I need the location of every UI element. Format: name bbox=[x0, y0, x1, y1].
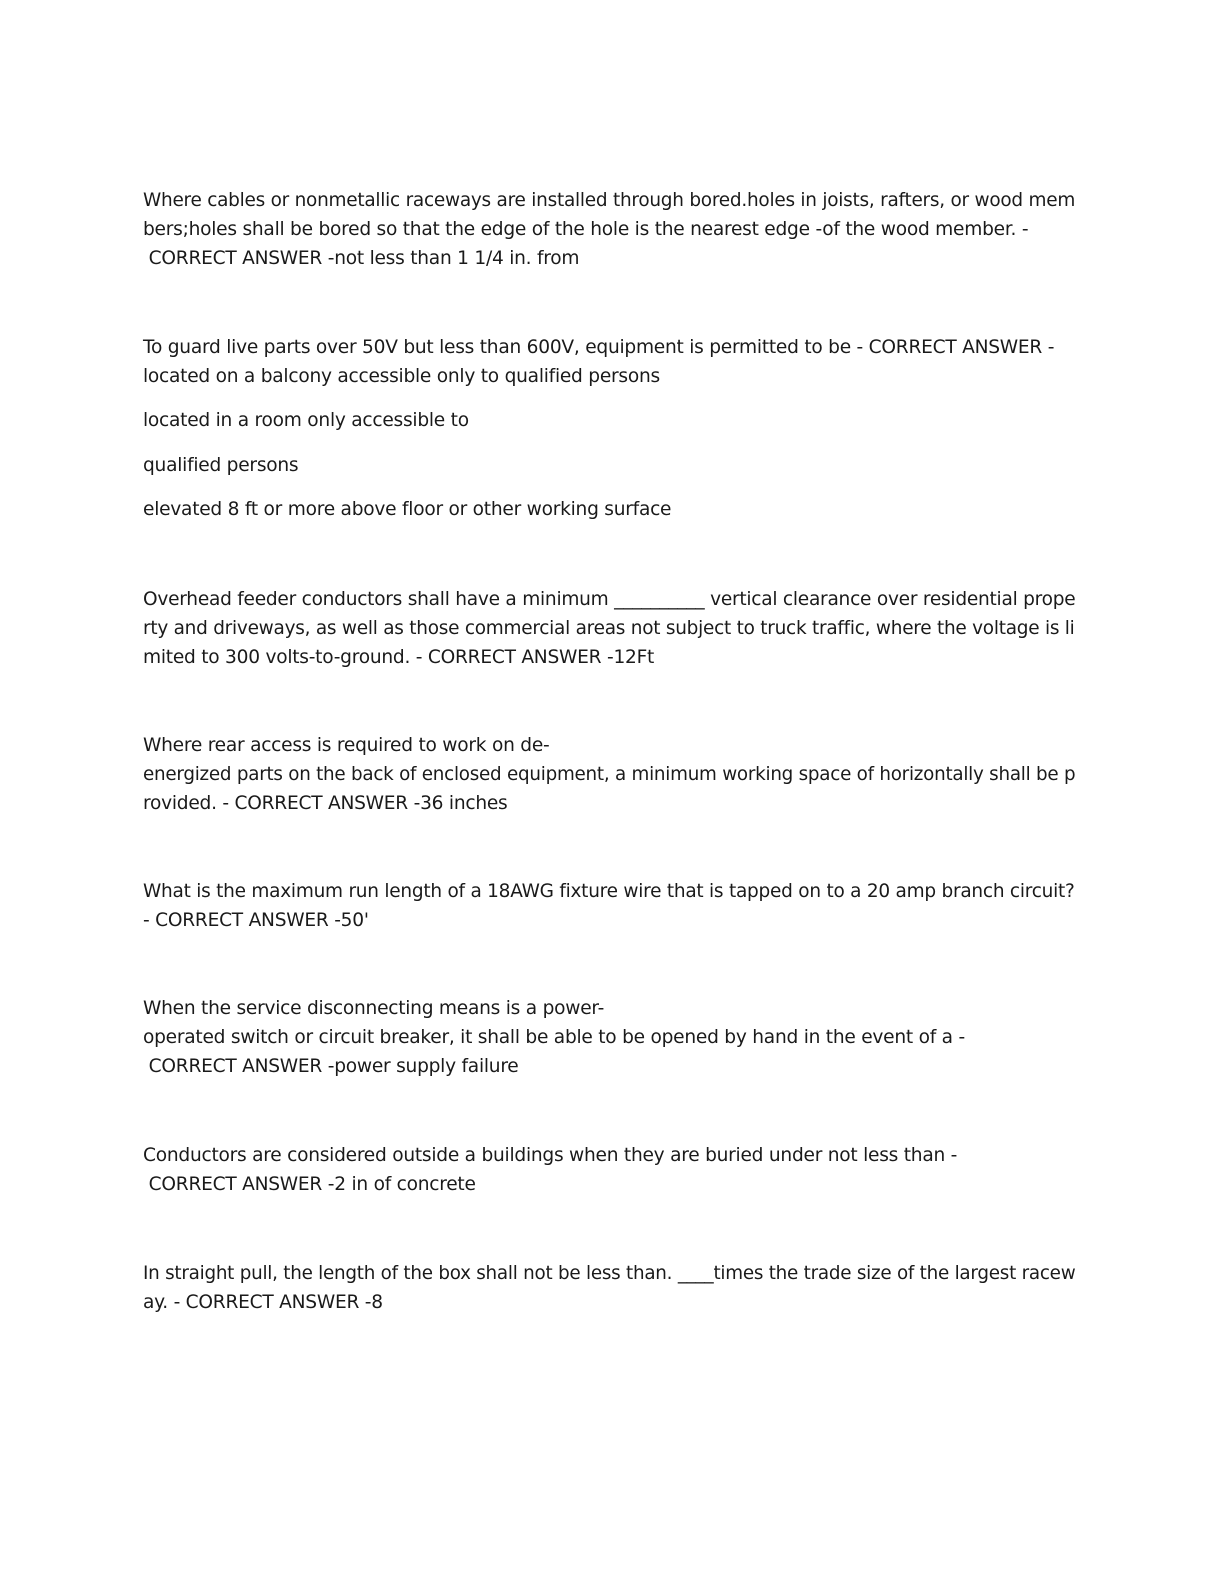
text-line: Conductors are considered outside a buildings when they are buried under not less than - bbox=[143, 1145, 958, 1166]
text-line: What is the maximum run length of a 18AWG fixture wire that is tapped on to a 20 amp branch circuit? bbox=[143, 881, 1075, 902]
text-line: CORRECT ANSWER -power supply failure bbox=[143, 1056, 519, 1077]
text-line: CORRECT ANSWER -2 in of concrete bbox=[143, 1174, 476, 1195]
text-line: Overhead feeder conductors shall have a minimum __________ vertical clearance over residential prope bbox=[143, 589, 1076, 610]
text-line: rovided. - CORRECT ANSWER -36 inches bbox=[143, 793, 508, 814]
text-line: located in a room only accessible to bbox=[143, 410, 469, 431]
text-line: operated switch or circuit breaker, it shall be able to be opened by hand in the event of a - bbox=[143, 1027, 965, 1048]
text-line: bers;holes shall be bored so that the edge of the hole is the nearest edge -of the wood member. - bbox=[143, 219, 1029, 240]
text-line: rty and driveways, as well as those commercial areas not subject to truck traffic, where the voltage is li bbox=[143, 618, 1075, 639]
text-line: mited to 300 volts-to-ground. - CORRECT ANSWER -12Ft bbox=[143, 647, 655, 668]
text-line: elevated 8 ft or more above floor or other working surface bbox=[143, 499, 672, 520]
text-line: energized parts on the back of enclosed equipment, a minimum working space of horizontally shall be p bbox=[143, 764, 1076, 785]
text-line: Where cables or nonmetallic raceways are installed through bored.holes in joists, rafters, or wood mem bbox=[143, 190, 1076, 211]
text-line: Where rear access is required to work on de- bbox=[143, 735, 550, 756]
text-line: - CORRECT ANSWER -50' bbox=[143, 910, 369, 931]
text-line: In straight pull, the length of the box shall not be less than. ____times the trade size of the largest racew bbox=[143, 1263, 1076, 1284]
text-line: qualified persons bbox=[143, 455, 299, 476]
text-line: ay. - CORRECT ANSWER -8 bbox=[143, 1292, 383, 1313]
text-line: When the service disconnecting means is a power- bbox=[143, 998, 605, 1019]
text-line: To guard live parts over 50V but less than 600V, equipment is permitted to be - CORRECT ANSWER - bbox=[143, 337, 1055, 358]
text-line: CORRECT ANSWER -not less than 1 1/4 in. from bbox=[143, 248, 580, 269]
text-line: located on a balcony accessible only to qualified persons bbox=[143, 366, 660, 387]
